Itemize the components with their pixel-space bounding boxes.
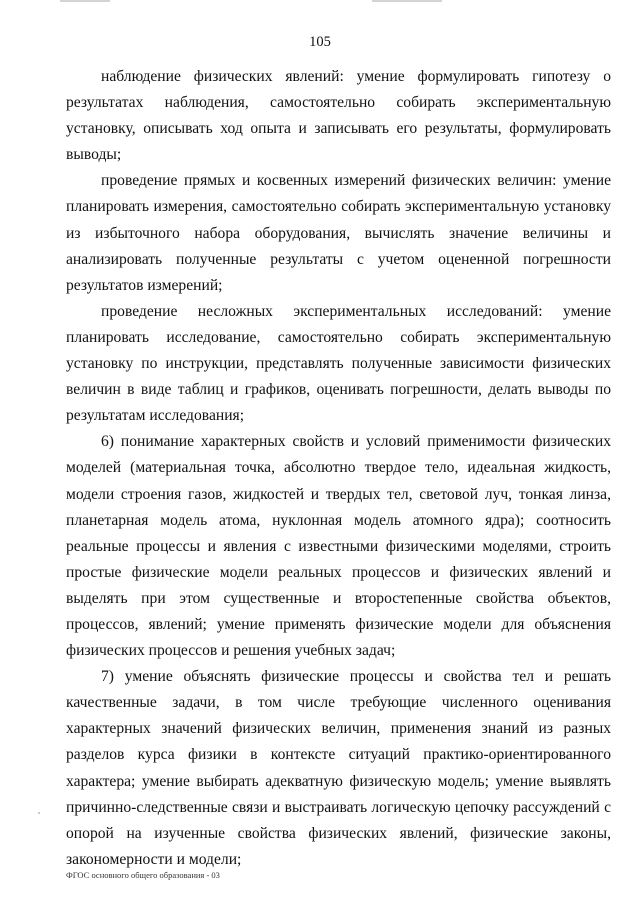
page-footer: ФГОС основного общего образования - 03 xyxy=(66,870,220,880)
page-number: 105 xyxy=(309,34,331,50)
paragraph-experiments: проведение несложных экспериментальных исследований: умение планировать исследование, самостоятельно собирать экспериментальную установку по инструкции, представлять полученные зависимости физических величин в виде таблиц и графиков, оценивать погрешности, делать выводы по результатам исследования; xyxy=(66,302,611,425)
scan-artifact xyxy=(60,0,110,2)
scan-artifact xyxy=(372,0,442,2)
document-body xyxy=(66,64,611,873)
paragraph-observation: наблюдение физических явлений: умение формулировать гипотезу о результатах наблюдения, самостоятельно собирать экспериментальную установку, описывать ход опыта и записывать его результаты, формулировать выводы; xyxy=(66,68,611,164)
scan-speck xyxy=(38,812,40,814)
paragraph-measurements: проведение прямых и косвенных измерений физических величин: умение планировать измерения, самостоятельно собирать экспериментальную установку из избыточного набора оборудования, вычислять значение величины и анализировать полученные результаты с учетом оцененной погрешности результатов измерений; xyxy=(66,172,611,294)
paragraph-item-7: 7) умение объяснять физические процессы и свойства тел и решать качественные задачи, в том числе требующие численного оценивания характерных значений физических величин, применения знаний из разных разделов курса физики в контексте ситуаций практико-ориентированного характера; умение выбирать адекватную физическую модель; умение выявлять причинно-следственные связи и выстраивать логическую цепочку рассуждений с опорой на изученные свойства физических явлений, физические законы, закономерности и модели; xyxy=(66,668,611,868)
paragraph-item-6: 6) понимание характерных свойств и условий применимости физических моделей (материальная точка, абсолютно твердое тело, идеальная жидкость, модели строения газов, жидкостей и твердых тел, световой луч, тонкая линза, планетарная модель атома, нуклонная модель атомного ядра); соотносить реальные процессы и явления с известными физическими моделями, строить простые физические модели реальных процессов и физических явлений и выделять при этом существенные и второстепенные свойства объектов, процессов, явлений; умение применять физические модели для объяснения физических процессов и решения учебных задач; xyxy=(66,433,611,660)
